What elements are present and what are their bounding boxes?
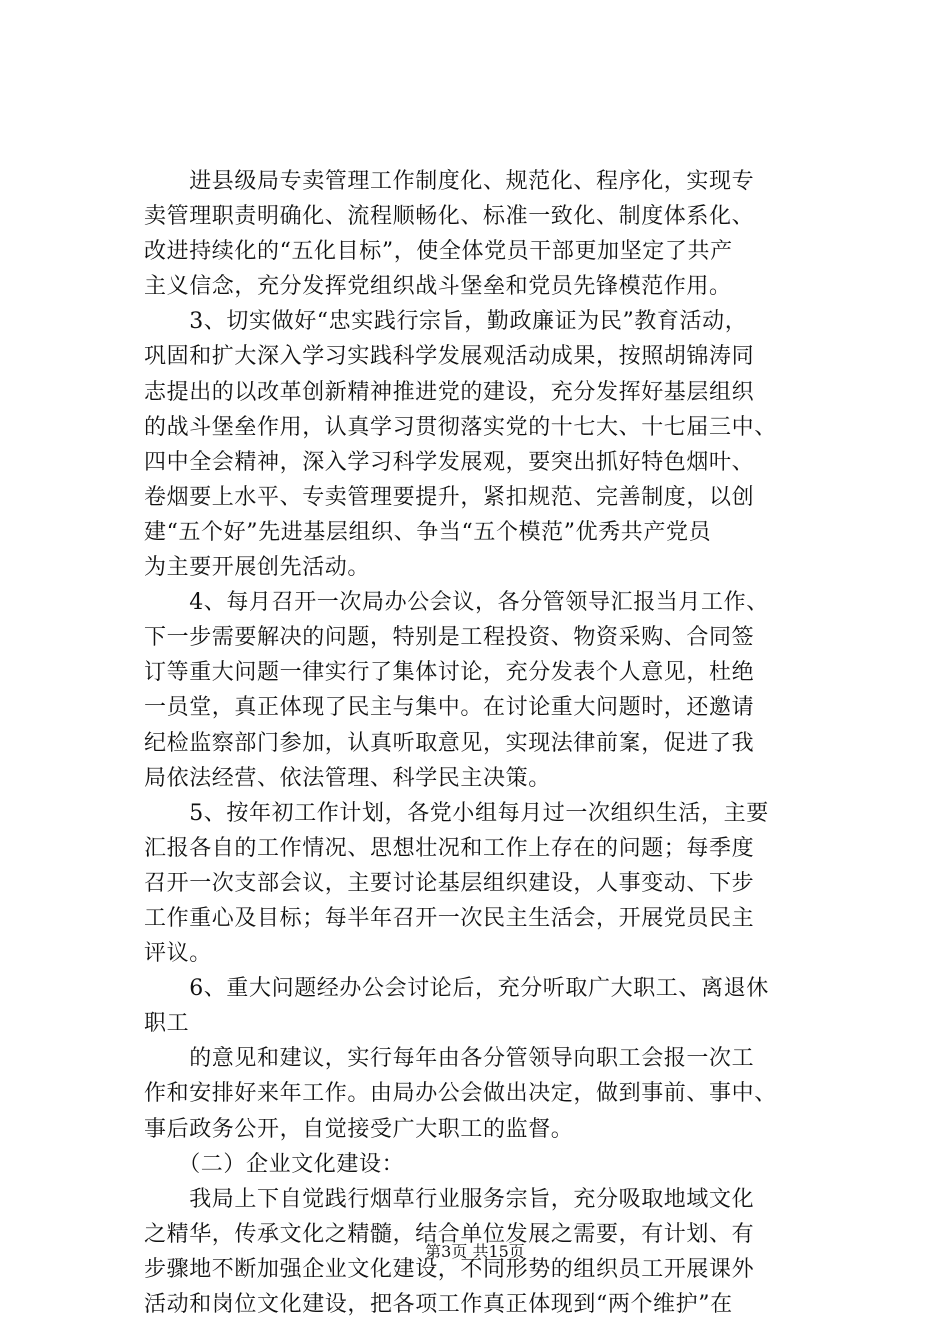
text-line: 我局上下自觉践行烟草行业服务宗旨，充分吸取地域文化 [144,1186,755,1212]
text-line: 卷烟要上水平、专卖管理要提升，紧扣规范、完善制度，以创 [144,484,755,510]
text-line: 四中全会精神，深入学习科学发展观，要突出抓好特色烟叶、 [144,449,755,475]
text-line: 职工 [144,1011,190,1037]
text-line: 局依法经营、依法管理、科学民主决策。 [144,765,551,791]
text-line: 3、切实做好“忠实践行宗旨，勤政廉证为民”教育活动， [144,309,748,335]
text-line: 汇报各自的工作情况、思想壮况和工作上存在的问题；每季度 [144,835,755,861]
text-line: 下一步需要解决的问题，特别是工程投资、物资采购、合同签 [144,625,755,651]
text-line: 5、按年初工作计划，各党小组每月过一次组织生活，主要 [144,800,769,826]
text-line: 改进持续化的“五化目标”，使全体党员干部更加坚定了共产 [144,239,733,265]
text-line: 召开一次支部会议，主要讨论基层组织建设，人事变动、下步 [144,870,755,896]
text-line: 6、重大问题经办公会讨论后，充分听取广大职工、离退休 [144,976,769,1002]
text-line: 志提出的以改革创新精神推进党的建设，充分发挥好基层组织 [144,379,755,405]
text-line: 评议。 [144,941,212,967]
text-line: 纪检监察部门参加，认真听取意见，实现法律前䅁，促进了我 [144,730,755,756]
text-line: 4、每月召开一次局办公会议，各分管领导汇报当月工作、 [144,590,769,616]
text-line: 的意见和建议，实行每年由各分管领导向职工会报一次工 [144,1046,755,1072]
text-line: 巩固和扩大深入学习实践科学发展观活动成果，按照胡锦涛同 [144,344,755,370]
text-line: 为主要开展创先活动。 [144,555,371,581]
text-line: 卖管理职责明确化、流程顺畅化、标准一致化、制度体系化、 [144,204,755,230]
text-line: （二）企业文化建设： [144,1151,405,1177]
page-footer: 第3页 共15页 [425,1242,525,1261]
body-text [144,164,834,1322]
text-line: 之精华，传承文化之精髓，结合单位发展之需要，有计划、有 [144,1221,755,1247]
text-line: 步骤地不断加强企业文化建设，不同形势的组织员工开展课外 [144,1256,755,1282]
text-line: 主义信念，充分发挥党组织战斗堡垒和党员先锋模范作用。 [144,274,732,300]
text-line: 一员堂，真正体现了民主与集中。在讨论重大问题时，还邀请 [144,695,755,721]
text-line: 活动和岗位文化建设，把各项工作真正体现到“两个维护”在 [144,1292,733,1317]
text-line: 的战斗堡垒作用，认真学习贯彻落实党的十七大、十七届三中、 [144,414,777,440]
text-line: 作和安排好来年工作。由局办公会做出决定，做到事前、事中、 [144,1081,777,1107]
text-line: 事后政务公开，自觉接受广大职工的监督。 [144,1116,574,1142]
text-line: 订等重大问题一律实行了集体讨论，充分发表个人意见，杜绝 [144,660,755,686]
text-line: 建“五个好”先进基层组织、争当“五个模范”优秀共产党员 [144,519,712,545]
text-line: 工作重心及目标；每半年召开一次民主生活会，开展党员民主 [144,905,755,931]
text-line: 进县级局专卖管理工作制度化、规范化、程序化，实现专 [144,169,755,194]
